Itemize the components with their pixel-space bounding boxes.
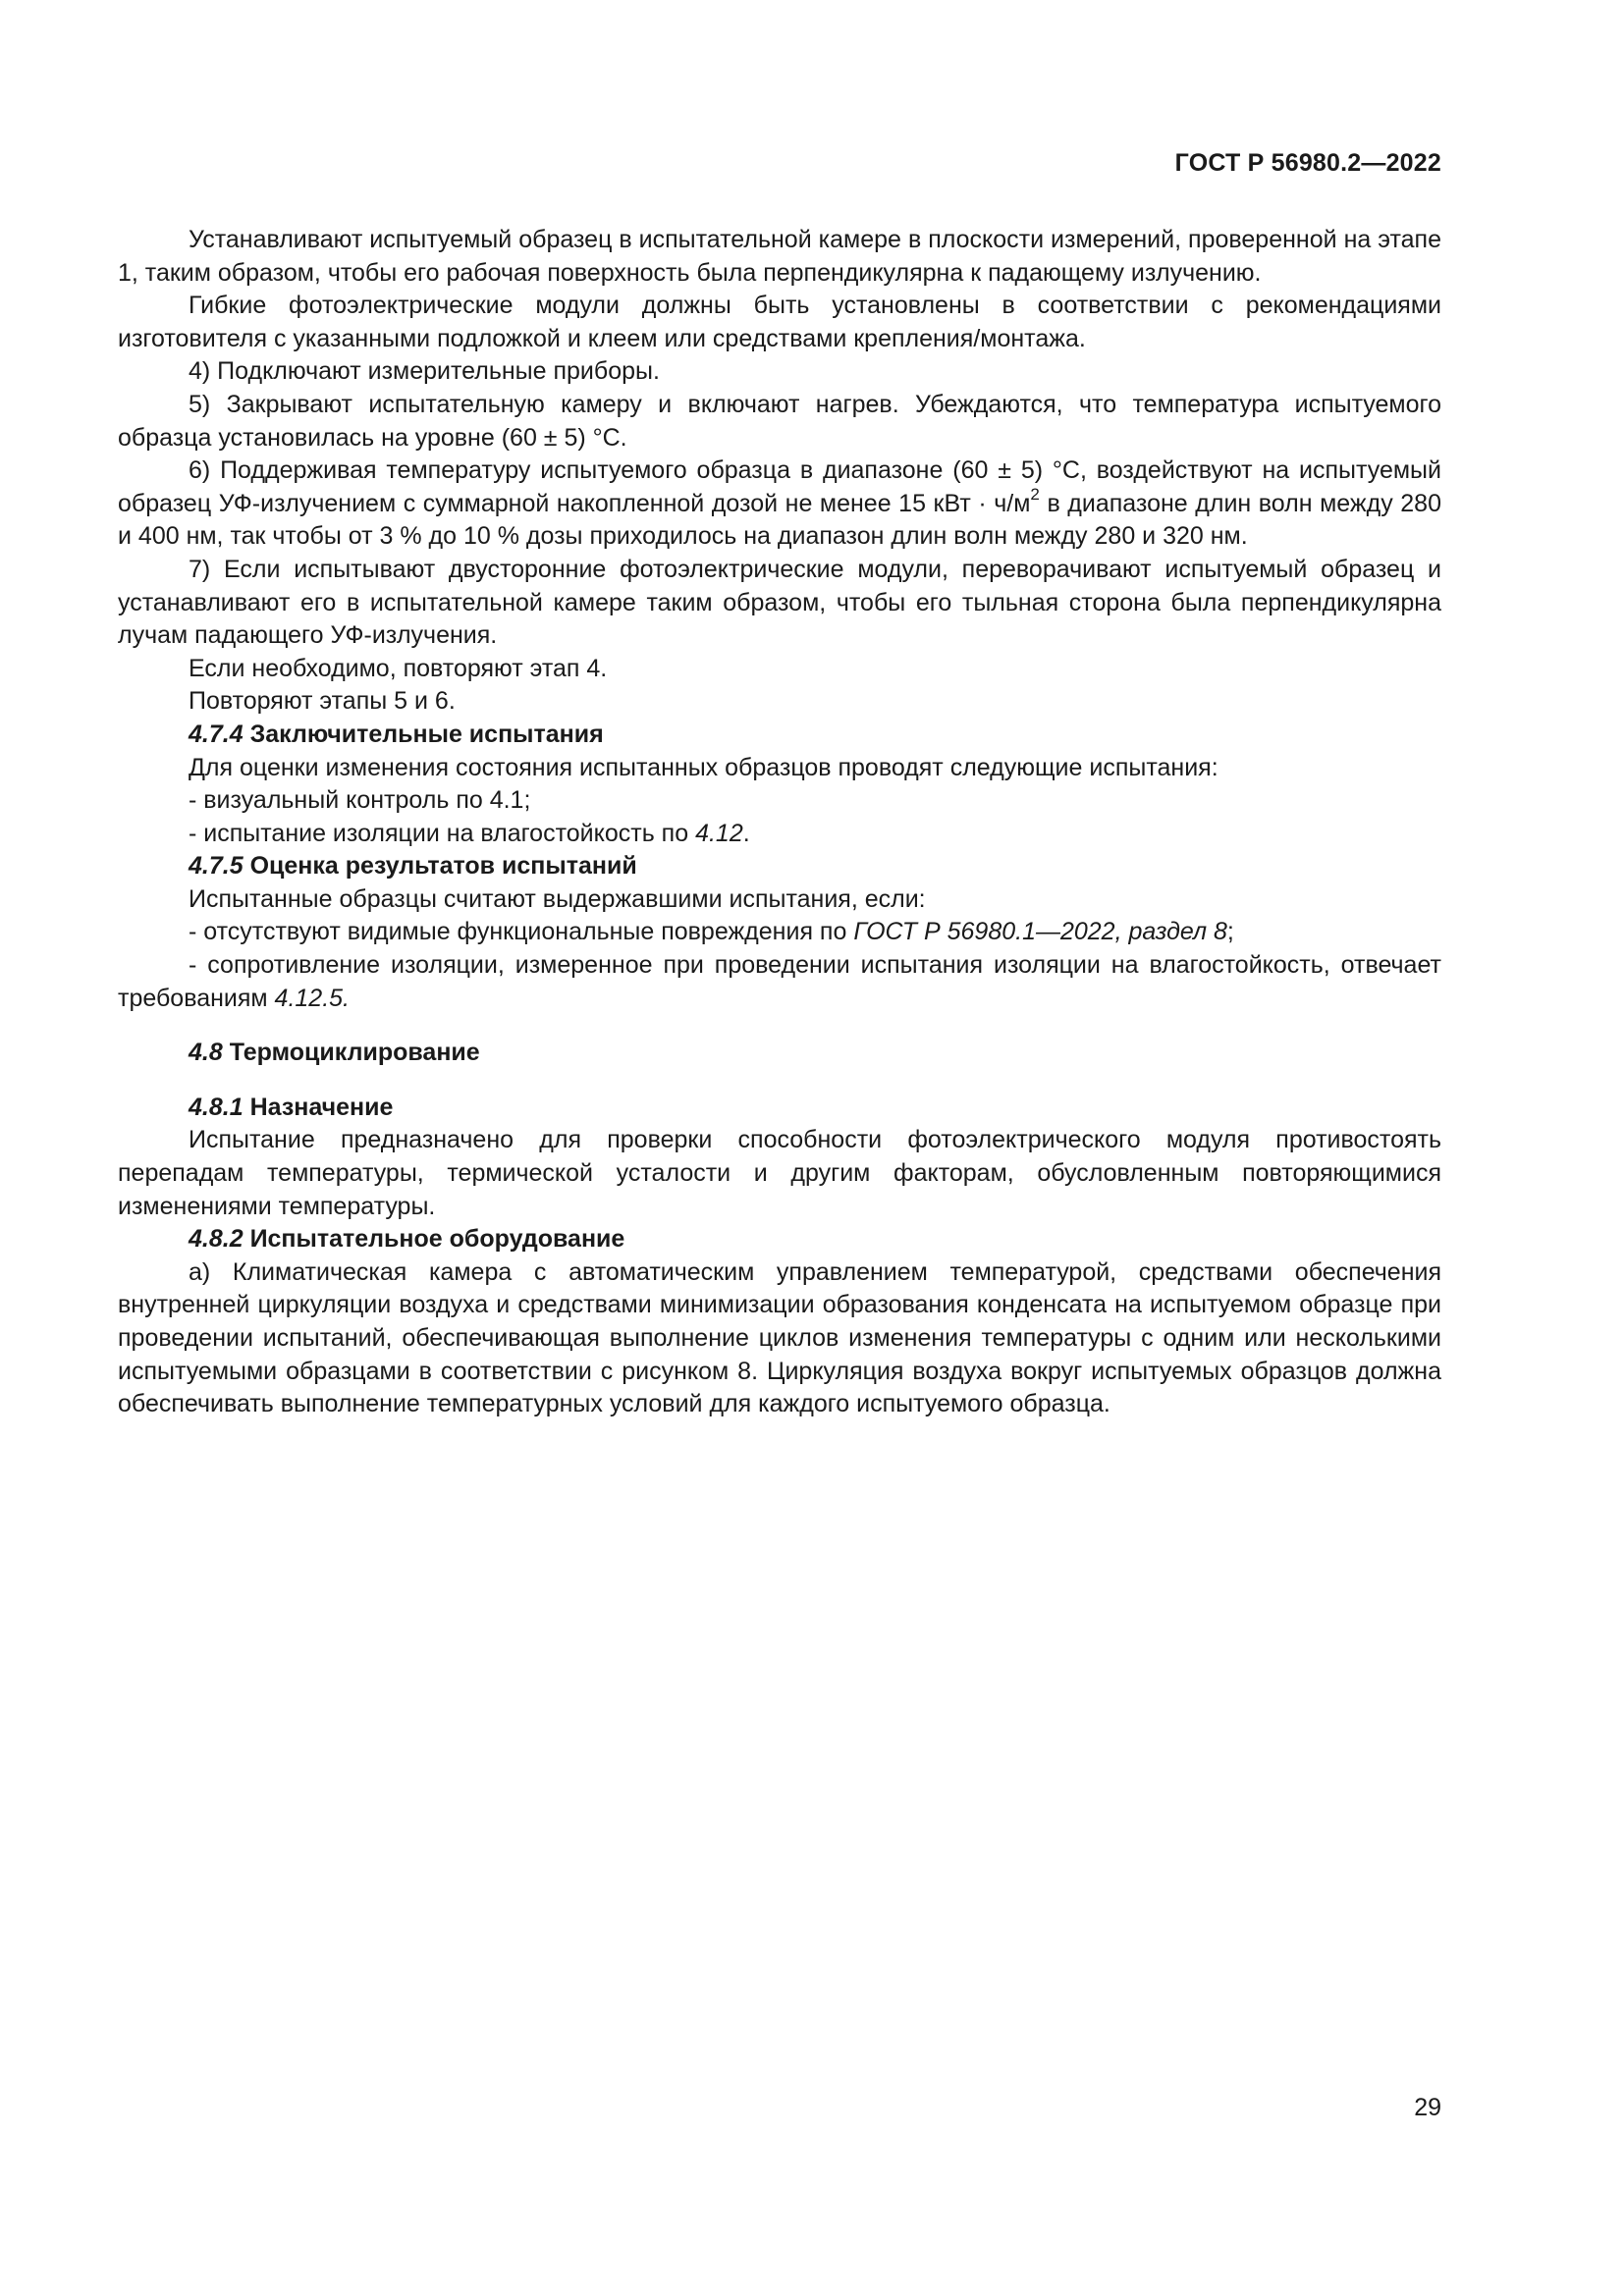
repeat-steps-5-6: Повторяют этапы 5 и 6. xyxy=(189,687,456,716)
section-title: Назначение xyxy=(249,1093,394,1121)
list-item-end: . xyxy=(742,819,750,847)
purpose-text: Испытание предназначено для проверки способности фотоэлектрического модуля противостоять перепадам температуры, термической усталости и другим факторам, обусловленным повторяющимися изменениями температуры. xyxy=(118,1126,1441,1220)
heading-4-8-2 xyxy=(118,1223,1441,1256)
list-item xyxy=(118,916,1441,949)
equipment-text: а) Климатическая камера с автоматическим управлением температурой, средствами обеспечения внутренней циркуляции воздуха и средствами минимизации образования конденсата на испытуемом образце при проведении испытаний, обеспечивающая выполнение циклов изменения температуры с одним или несколькими испытуемыми образцами в соответствии с рисунком 8. Циркуляция воздуха вокруг испытуемых образцов должна обеспечивать выполнение температурных условий для каждого испытуемого образца. xyxy=(118,1257,1441,1418)
list-item xyxy=(118,949,1441,1015)
section-title: Оценка результатов испытаний xyxy=(249,852,637,881)
step-5: 5) Закрывают испытательную камеру и включают нагрев. Убеждаются, что температура испытуемого образца установилась на уровне (60 ± 5) °С. xyxy=(118,390,1441,452)
cross-reference: 4.12 xyxy=(695,819,743,847)
heading-4-7-5 xyxy=(118,850,1441,883)
evaluation-intro: Испытанные образцы считают выдержавшими испытания, если: xyxy=(189,884,926,913)
list-item-text: - отсутствуют видимые функциональные повреждения по xyxy=(189,918,854,946)
section-number: 4.8.2 xyxy=(189,1225,244,1254)
section-title: Испытательное оборудование xyxy=(249,1225,625,1254)
heading-4-8-1 xyxy=(118,1092,1441,1125)
cross-reference: 4.12.5. xyxy=(274,984,350,1012)
paragraph-mount-sample: Устанавливают испытуемый образец в испытательной камере в плоскости измерений, проверенной на этапе 1, таким образом, чтобы его рабочая поверхность была перпендикулярна к падающему излучению. xyxy=(118,226,1441,287)
final-tests-intro: Для оценки изменения состояния испытанных образцов проводят следующие испытания: xyxy=(189,753,1218,781)
step-4: 4) Подключают измерительные приборы. xyxy=(189,357,660,386)
step-6-text-b: в диапазоне длин волн между 280 и 400 нм, так чтобы от 3 % до 10 % дозы приходилось на диапазон длин волн между 280 и 320 нм. xyxy=(118,489,1441,551)
section-number: 4.8 xyxy=(189,1039,223,1067)
step-7: 7) Если испытывают двусторонние фотоэлектрические модули, переворачивают испытуемый образец и устанавливают его в испытательной камере таким образом, чтобы его тыльная сторона была перпендикулярна лучам падающего УФ-излучения. xyxy=(118,555,1441,650)
step-6-text-a: 6) Поддерживая температуру испытуемого образца в диапазоне (60 ± 5) °С, воздействуют на испытуемый образец УФ-излучением с суммарной накопленной дозой не менее 15 кВт · ч/м xyxy=(118,456,1441,517)
cross-reference: ГОСТ Р 56980.1—2022, раздел 8 xyxy=(853,918,1227,946)
list-item-end: ; xyxy=(1226,918,1234,946)
heading-4-7-4 xyxy=(118,719,1441,752)
document-header: ГОСТ Р 56980.2—2022 xyxy=(1174,149,1441,177)
section-title: Термоциклирование xyxy=(229,1039,480,1067)
list-item-text: - сопротивление изоляции, измеренное при проведении испытания изоляции на влагостойкость, отвечает требованиям xyxy=(118,951,1441,1012)
list-item xyxy=(118,818,1441,851)
section-title: Заключительные испытания xyxy=(249,720,604,748)
step-6 xyxy=(118,454,1441,554)
superscript-2: 2 xyxy=(1030,485,1040,505)
section-number: 4.7.4 xyxy=(189,720,244,748)
page-number: 29 xyxy=(1414,2094,1441,2121)
heading-4-8 xyxy=(118,1037,1441,1070)
list-item: - визуальный контроль по 4.1; xyxy=(189,786,531,815)
document-body xyxy=(118,224,1441,1421)
section-number: 4.7.5 xyxy=(189,852,244,881)
list-item-text: - испытание изоляции на влагостойкость по xyxy=(189,819,696,847)
section-number: 4.8.1 xyxy=(189,1093,244,1121)
paragraph-flexible-modules: Гибкие фотоэлектрические модули должны быть установлены в соответствии с рекомендациями изготовителя с указанными подложкой и клеем или средствами крепления/монтажа. xyxy=(118,292,1441,352)
repeat-step-4: Если необходимо, повторяют этап 4. xyxy=(189,654,608,682)
